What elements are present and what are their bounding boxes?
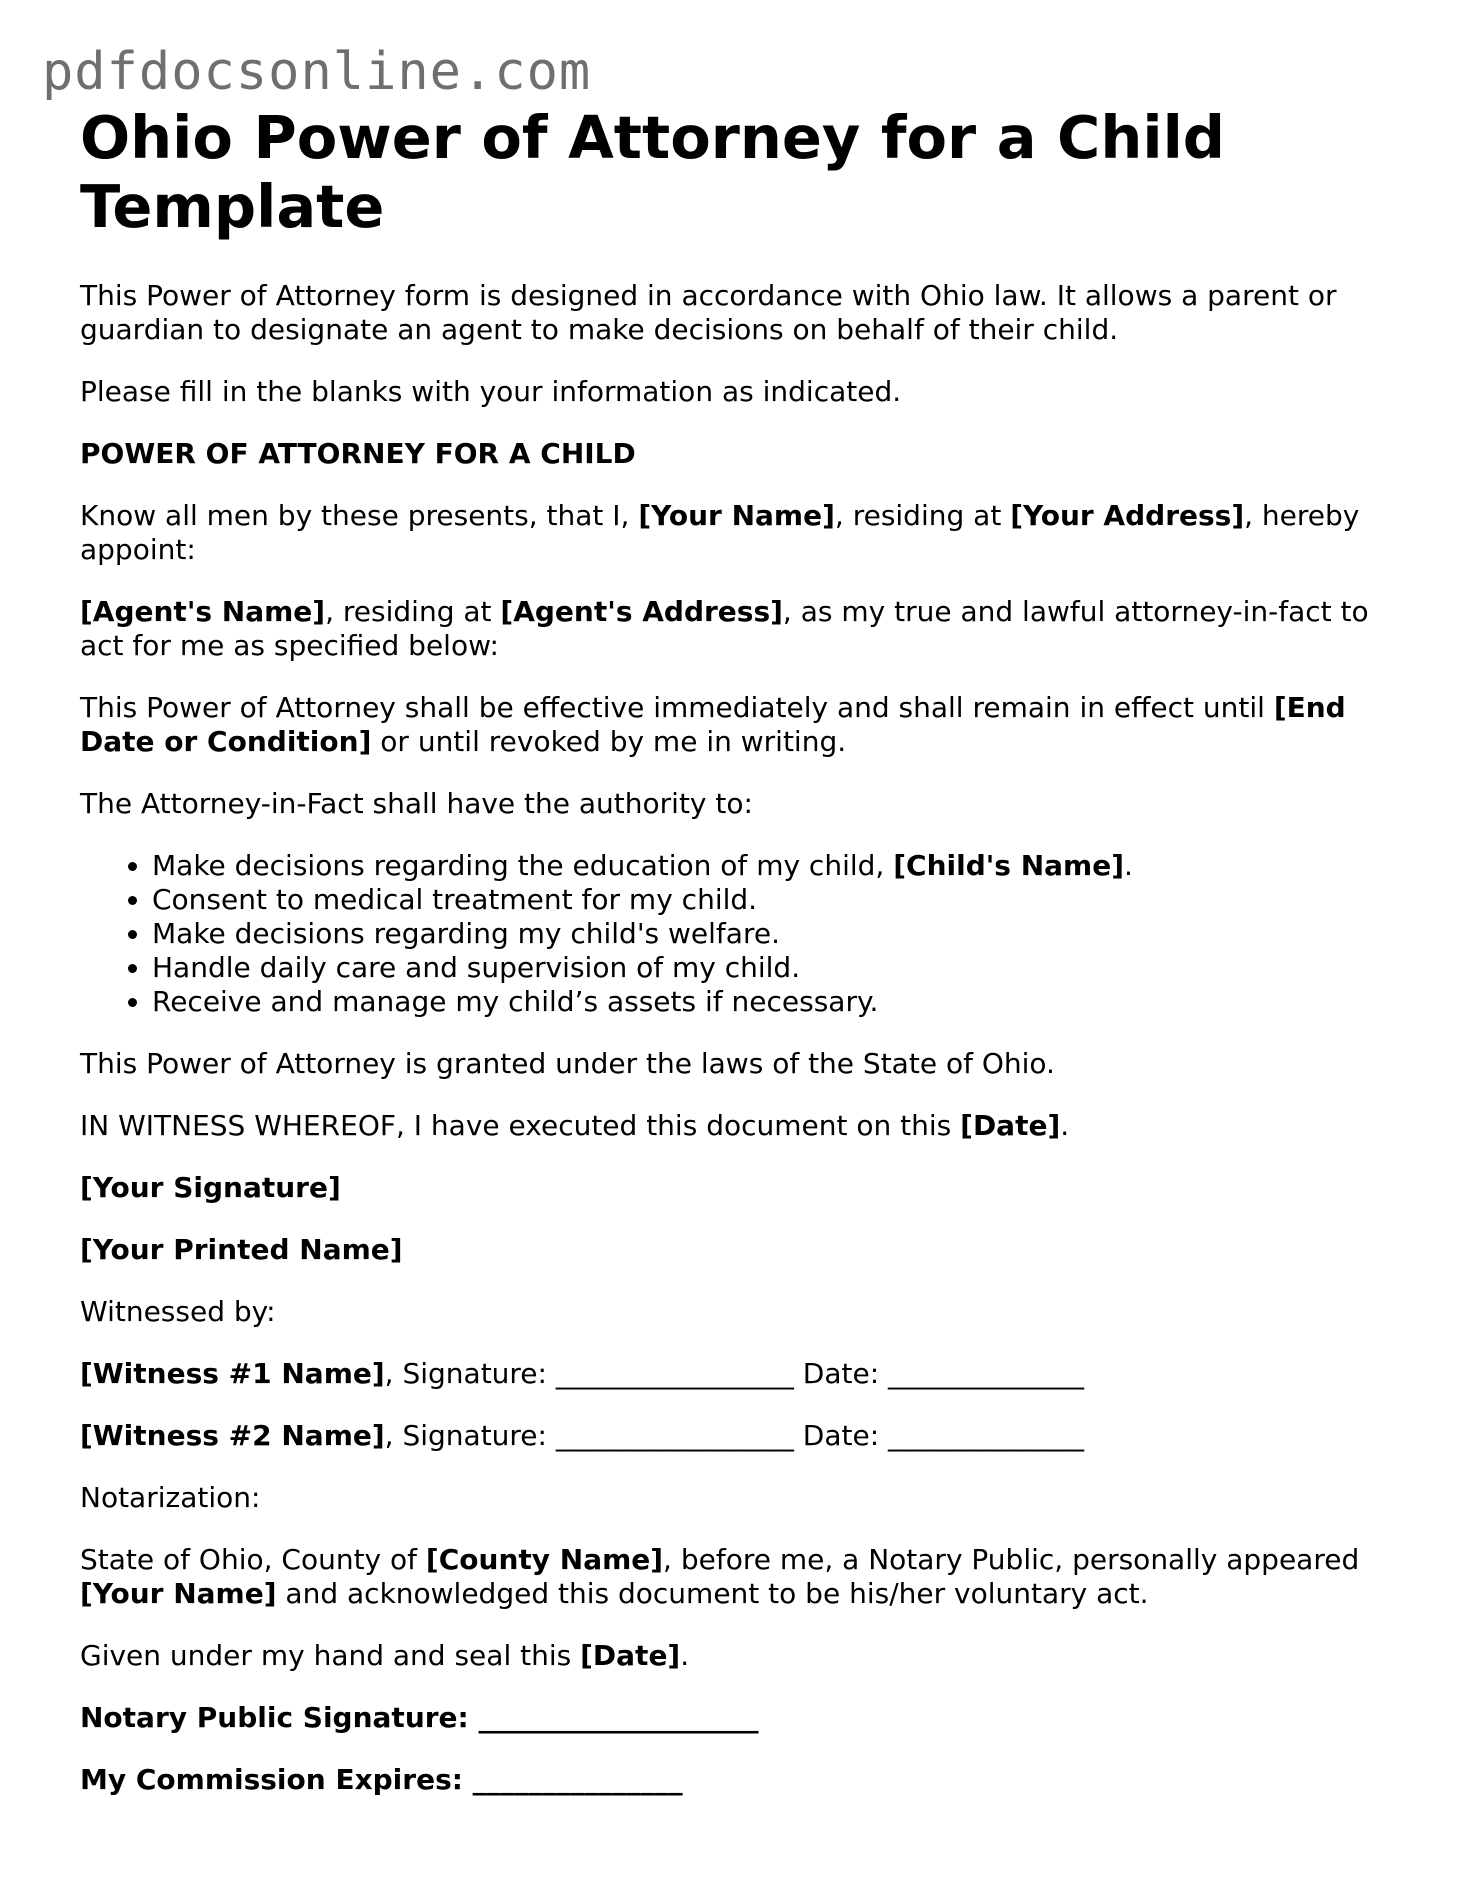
authority-item-daily-care: • Handle daily care and supervision of my child.: [152, 951, 1400, 985]
your-signature-placeholder: [Your Signature]: [80, 1171, 341, 1204]
end-date-placeholder: [End Date or Condition]: [80, 691, 1346, 758]
appointment-paragraph: [80, 499, 1400, 567]
witnessed-by-label: Witnessed by:: [80, 1295, 276, 1328]
authority-item-medical: • Consent to medical treatment for my child.: [152, 883, 1400, 917]
seal-date-placeholder: [Date]: [580, 1639, 681, 1672]
effective-prefix: This Power of Attorney shall be effective immediately and shall remain in effect until: [80, 691, 1274, 724]
witness-2-line: [80, 1419, 1400, 1453]
notarization-label: Notarization:: [80, 1481, 261, 1514]
section-heading-text: POWER OF ATTORNEY FOR A CHILD: [80, 437, 636, 470]
commission-expires-line: [80, 1763, 1400, 1797]
notary-signature-line: [80, 1701, 1400, 1735]
notary-suffix: and acknowledged this document to be his/her voluntary act.: [276, 1577, 1149, 1610]
agent-mid: , residing at: [325, 595, 501, 628]
notary-mid: , before me, a Notary Public, personally appeared: [663, 1543, 1360, 1576]
authority-item-education: [152, 849, 1400, 883]
notary-prefix: State of Ohio, County of: [80, 1543, 426, 1576]
granted-paragraph: This Power of Attorney is granted under the laws of the State of Ohio.: [80, 1047, 1055, 1080]
effective-suffix: or until revoked by me in writing.: [371, 725, 847, 758]
notary-signature-text: Notary Public Signature: ____________________: [80, 1701, 759, 1734]
your-signature-line: [80, 1171, 1400, 1205]
notary-statement: [80, 1543, 1400, 1611]
given-prefix: Given under my hand and seal this: [80, 1639, 581, 1672]
instructions-paragraph: Please fill in the blanks with your information as indicated.: [80, 375, 902, 408]
witness-whereof-prefix: IN WITNESS WHEREOF, I have executed this document on this: [80, 1109, 961, 1142]
your-name-placeholder: [Your Name]: [638, 499, 835, 532]
document-title: Ohio Power of Attorney for a Child Template: [80, 103, 1226, 241]
agent-paragraph: [80, 595, 1400, 663]
document-body: [80, 103, 1400, 1825]
witness-whereof-suffix: .: [1060, 1109, 1070, 1142]
appoint-prefix: Know all men by these presents, that I,: [80, 499, 639, 532]
your-printed-name-placeholder: [Your Printed Name]: [80, 1233, 403, 1266]
witness-1-line: [80, 1357, 1400, 1391]
execution-date-placeholder: [Date]: [960, 1109, 1061, 1142]
agent-name-placeholder: [Agent's Name]: [80, 595, 326, 628]
given-suffix: .: [680, 1639, 690, 1672]
section-heading: [80, 437, 1400, 471]
given-paragraph: [80, 1639, 1400, 1673]
witness-1-signature-date: , Signature: _________________ Date: ______________: [384, 1357, 1085, 1390]
effective-paragraph: [80, 691, 1400, 759]
authority-item1-suffix: .: [1124, 849, 1133, 882]
witness-whereof-paragraph: [80, 1109, 1400, 1143]
child-name-placeholder: [Child's Name]: [893, 849, 1125, 882]
authority-item1-prefix: Make decisions regarding the education of my child,: [152, 849, 894, 882]
witness-2-signature-date: , Signature: _________________ Date: ______________: [384, 1419, 1085, 1452]
authority-item-welfare: • Make decisions regarding my child's welfare.: [152, 917, 1400, 951]
intro-paragraph: This Power of Attorney form is designed in accordance with Ohio law. It allows a parent or guardian to designate an agent to make decisions on behalf of their child.: [80, 279, 1337, 346]
your-address-placeholder: [Your Address]: [1010, 499, 1245, 532]
authority-intro: The Attorney-in-Fact shall have the authority to:: [80, 787, 753, 820]
your-printed-name-line: [80, 1233, 1400, 1267]
authority-item-assets: • Receive and manage my child’s assets if necessary.: [152, 985, 1400, 1019]
appoint-suffix: , hereby appoint:: [80, 499, 1360, 566]
notary-your-name-placeholder: [Your Name]: [80, 1577, 277, 1610]
appoint-mid: , residing at: [834, 499, 1011, 532]
commission-expires-text: My Commission Expires: _______________: [80, 1763, 683, 1796]
witness-1-name-placeholder: [Witness #1 Name]: [80, 1357, 385, 1390]
agent-address-placeholder: [Agent's Address]: [500, 595, 783, 628]
county-name-placeholder: [County Name]: [425, 1543, 664, 1576]
agent-suffix: , as my true and lawful attorney-in-fact to act for me as specified below:: [80, 595, 1369, 662]
witness-2-name-placeholder: [Witness #2 Name]: [80, 1419, 385, 1452]
authority-list: [80, 849, 1400, 1019]
watermark: pdfdocsonline.com: [42, 42, 592, 102]
